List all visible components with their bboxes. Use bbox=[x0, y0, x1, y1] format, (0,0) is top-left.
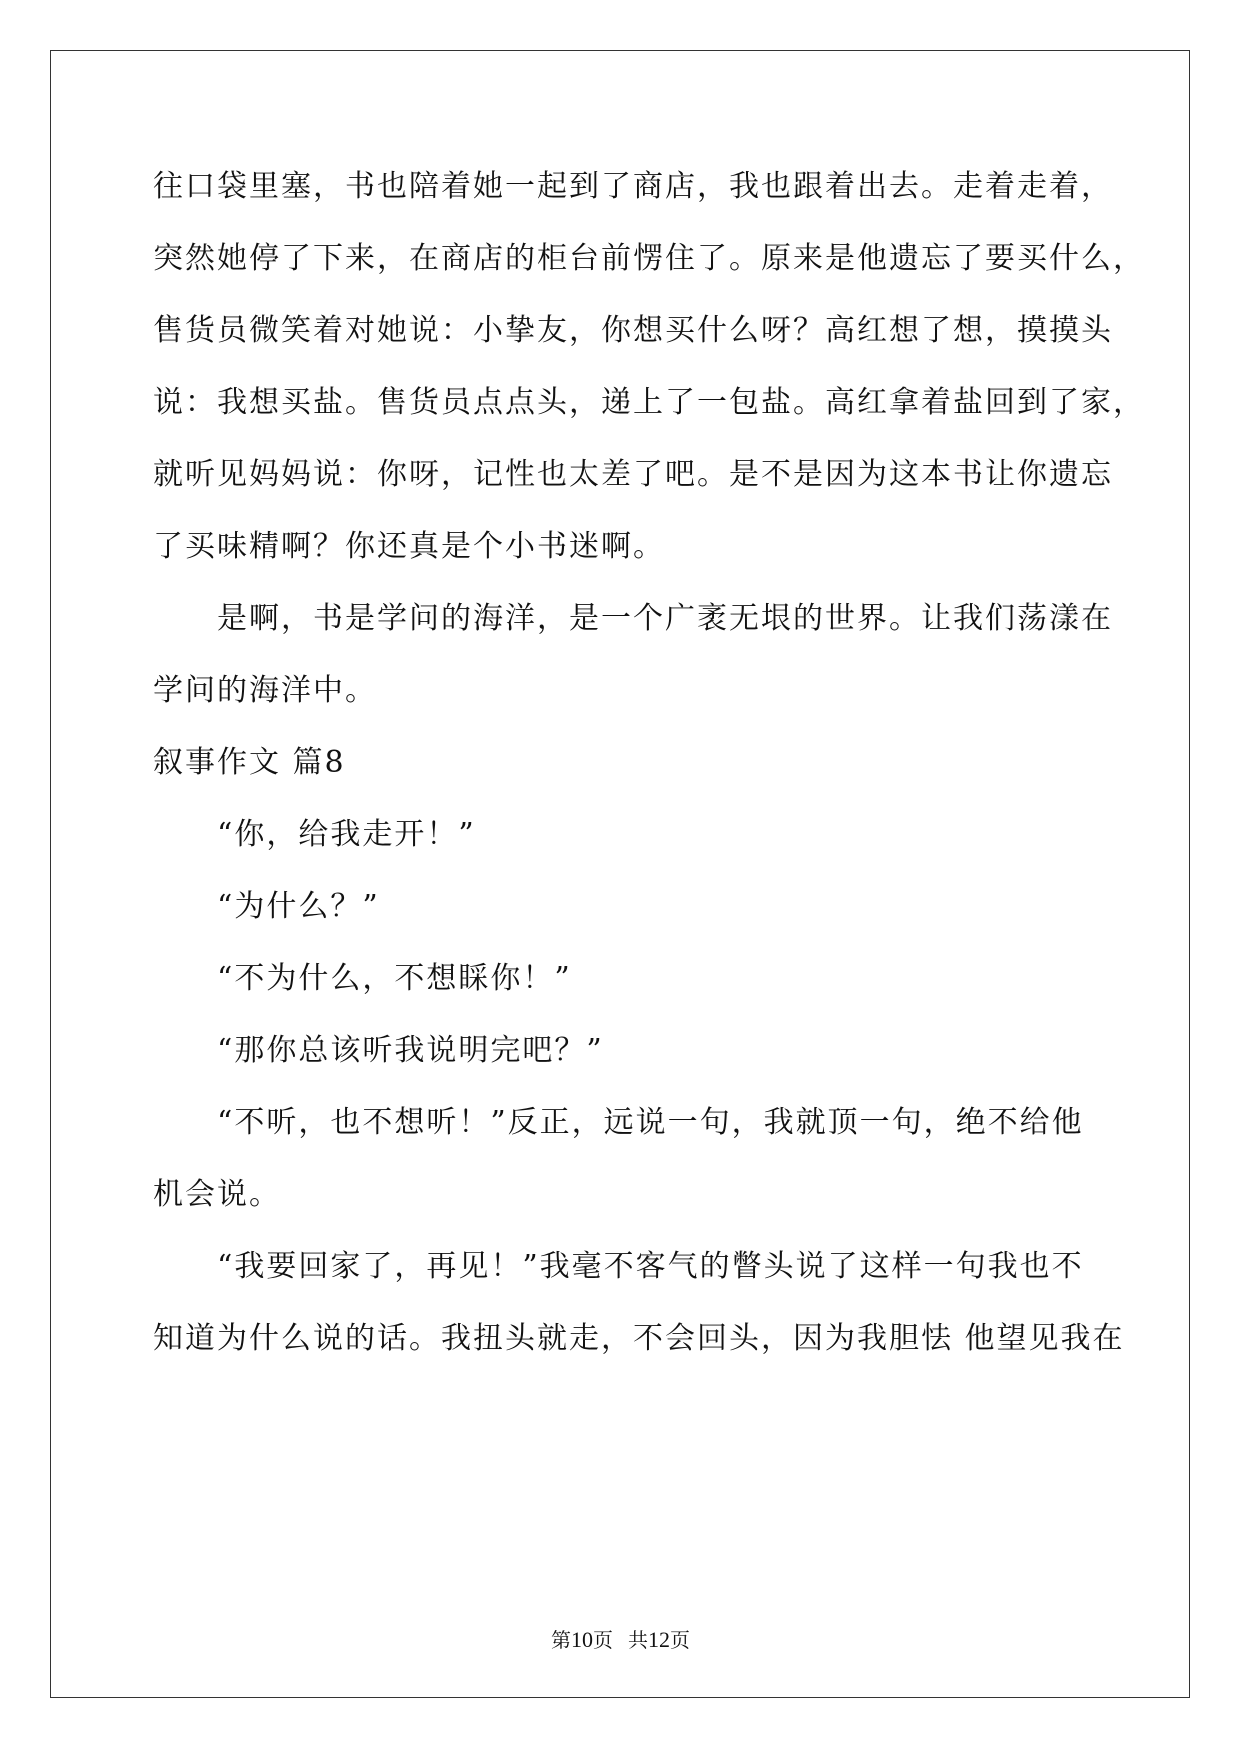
text-line-13: “那你总该听我说明完吧？” bbox=[217, 1033, 604, 1068]
text-line-3: 售货员微笑着对她说：小挚友，你想买什么呀？高红想了想，摸摸头 bbox=[153, 313, 1113, 348]
page-border bbox=[50, 50, 1190, 1698]
text-line-17: 知道为什么说的话。我扭头就走，不会回头，因为我胆怯 他望见我在 bbox=[153, 1321, 1125, 1356]
page-footer bbox=[0, 1625, 1241, 1656]
text-line-2: 突然她停了下来，在商店的柜台前愣住了。原来是他遗忘了要买什么， bbox=[153, 241, 1145, 276]
footer-page-word: 页 bbox=[593, 1630, 613, 1652]
text-line-16: “我要回家了，再见！”我毫不客气的瞥头说了这样一句我也不 bbox=[217, 1249, 1084, 1284]
text-line-7: 是啊，书是学问的海洋，是一个广袤无垠的世界。让我们荡漾在 bbox=[217, 601, 1113, 636]
text-line-11: “为什么？” bbox=[217, 889, 380, 924]
text-line-4: 说：我想买盐。售货员点点头，递上了一包盐。高红拿着盐回到了家， bbox=[153, 385, 1145, 420]
section-heading: 叙事作文 篇8 bbox=[153, 745, 346, 780]
total-pages-number: 12 bbox=[648, 1627, 670, 1652]
text-line-6: 了买味精啊？你还真是个小书迷啊。 bbox=[153, 529, 665, 564]
text-line-5: 就听见妈妈说：你呀，记性也太差了吧。是不是因为这本书让你遗忘 bbox=[153, 457, 1113, 492]
current-page-number: 10 bbox=[571, 1627, 593, 1652]
text-line-12: “不为什么，不想睬你！” bbox=[217, 961, 572, 996]
text-line-1: 往口袋里塞，书也陪着她一起到了商店，我也跟着出去。走着走着， bbox=[153, 169, 1113, 204]
text-line-10: “你，给我走开！” bbox=[217, 817, 476, 852]
footer-prefix: 第 bbox=[551, 1630, 571, 1652]
text-line-8: 学问的海洋中。 bbox=[153, 673, 377, 708]
footer-total-prefix: 共 bbox=[628, 1630, 648, 1652]
text-line-15: 机会说。 bbox=[153, 1177, 281, 1212]
text-line-14: “不听，也不想听！”反正，远说一句，我就顶一句，绝不给他 bbox=[217, 1105, 1084, 1140]
footer-total-suffix: 页 bbox=[670, 1630, 690, 1652]
